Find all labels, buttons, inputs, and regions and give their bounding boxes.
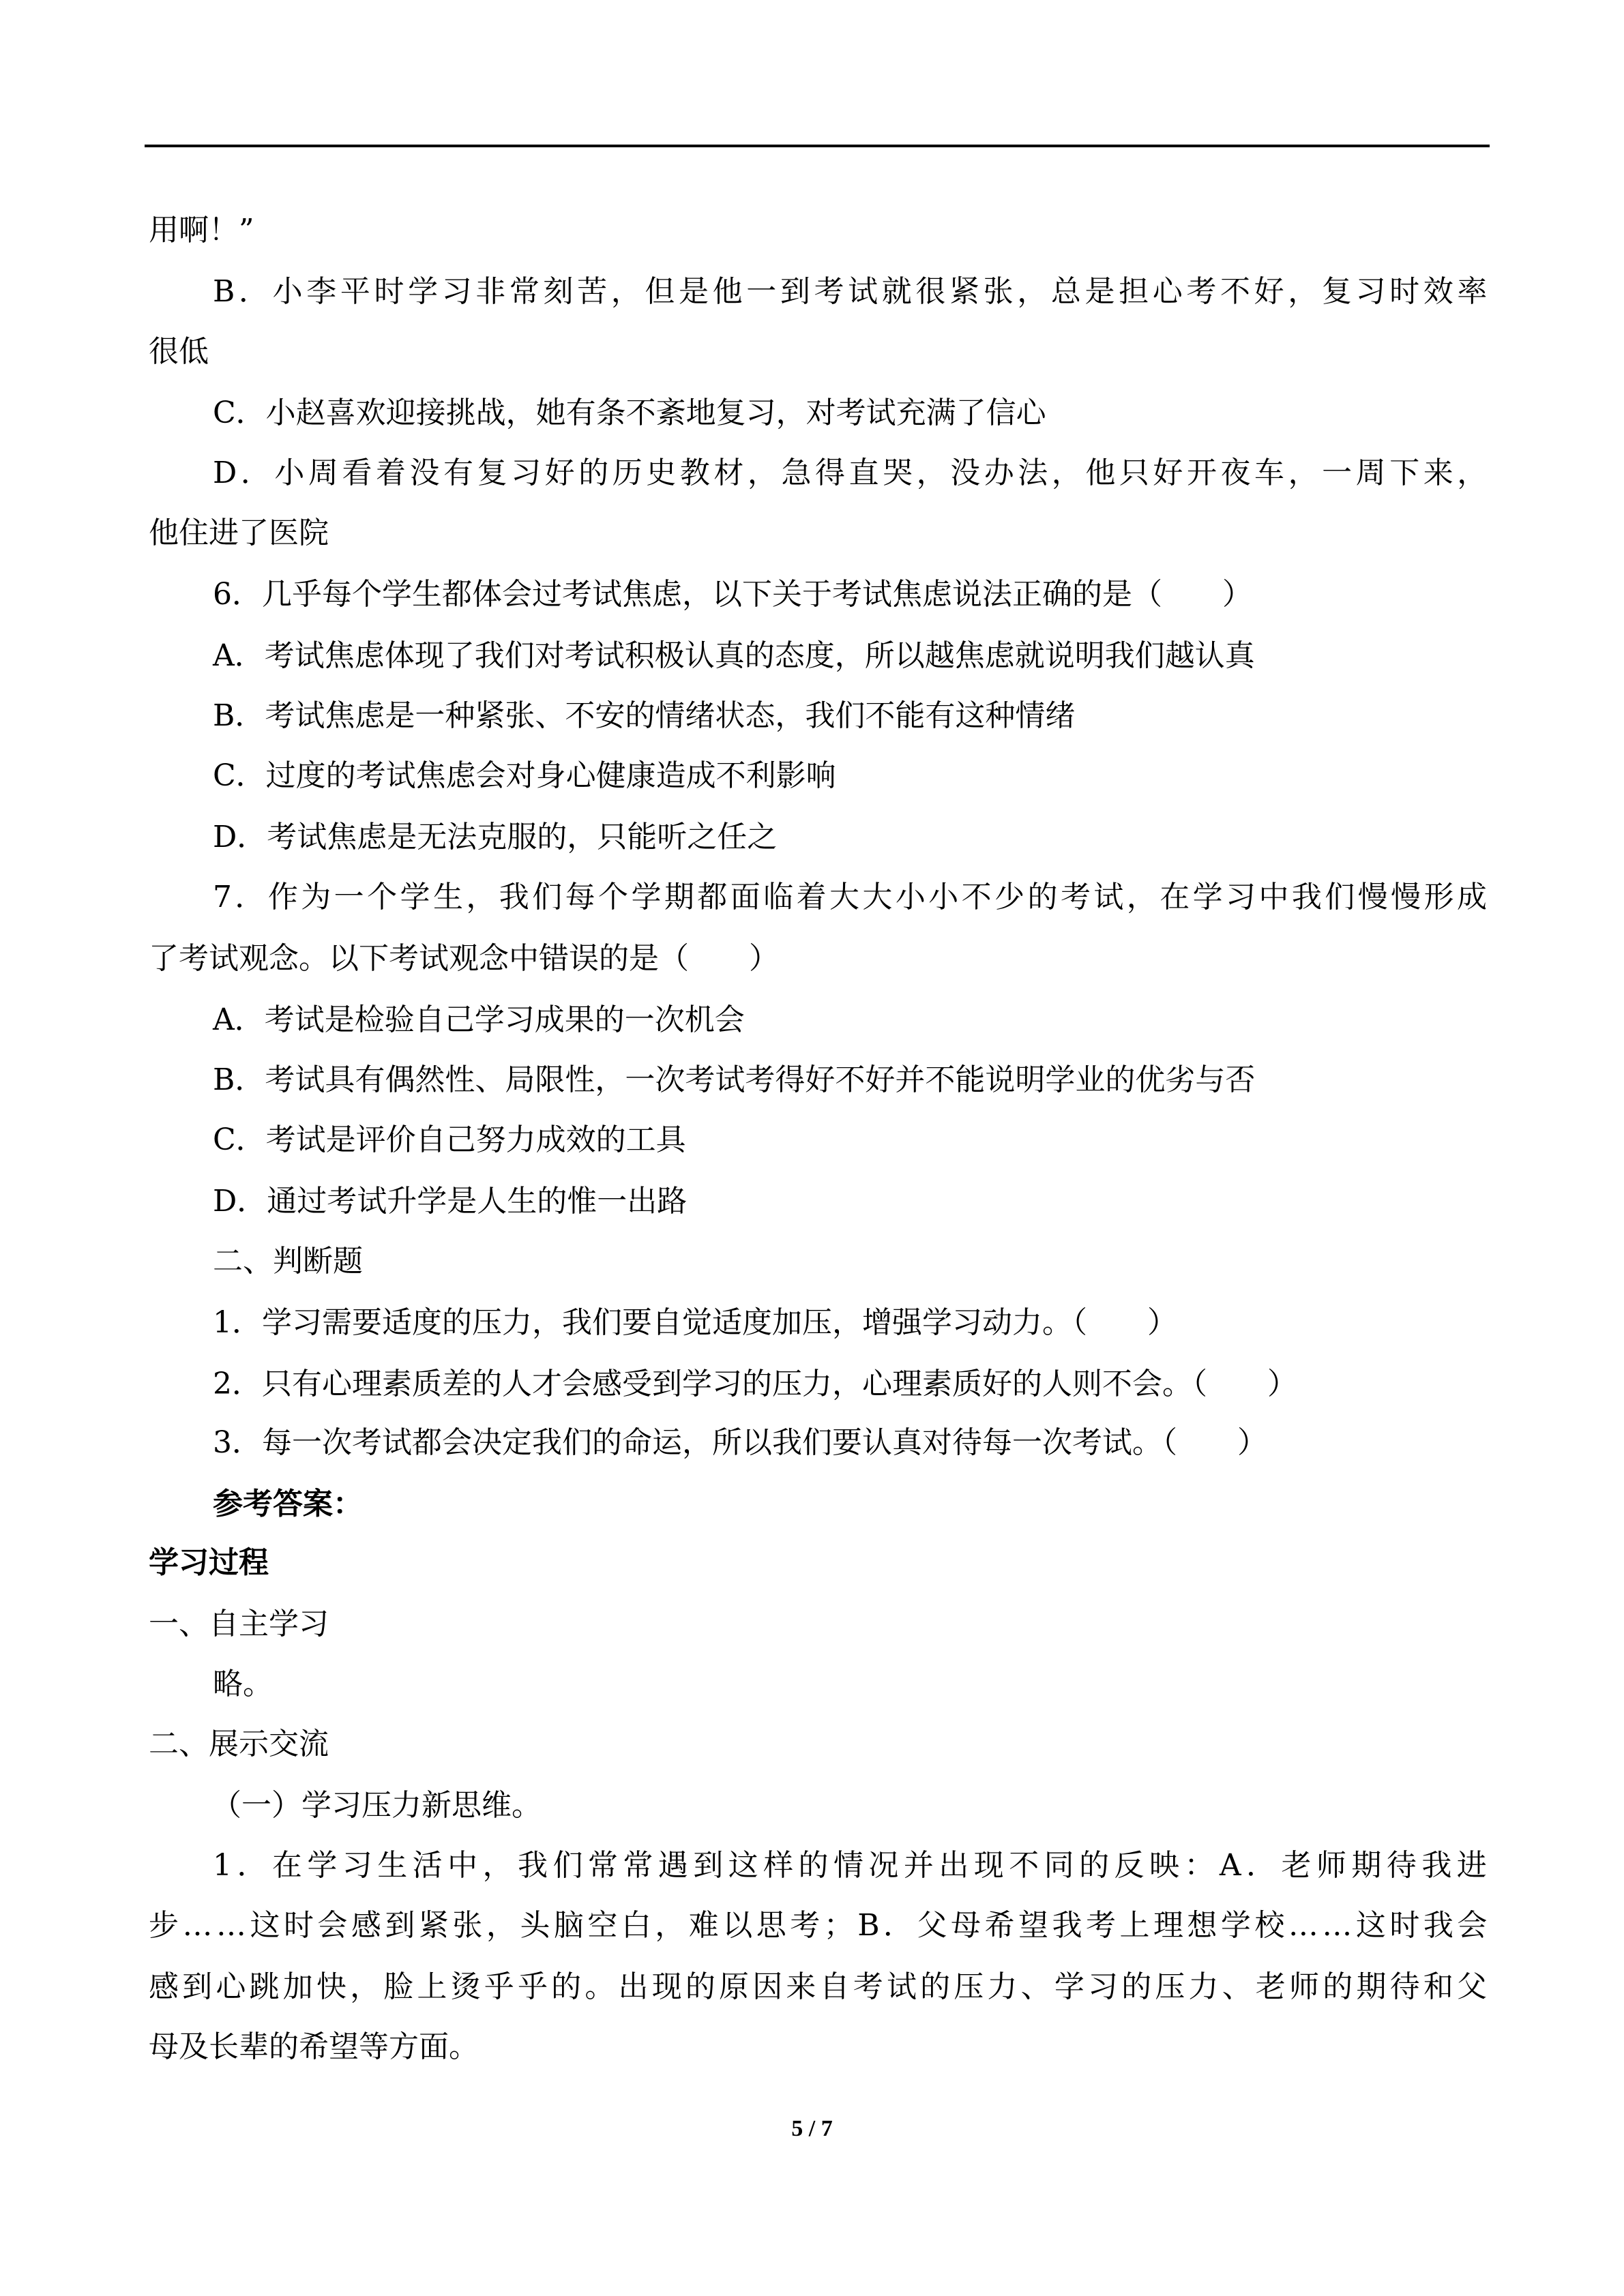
text-line: 一、自主学习 xyxy=(149,1607,329,1641)
text-line: B．考试焦虑是一种紧张、不安的情绪状态，我们不能有这种情绪 xyxy=(213,698,1076,733)
text-line: 步……这时会感到紧张，头脑空白，难以思考；B．父母希望我考上理想学校……这时我会 xyxy=(149,1908,1491,1943)
text-line: C．过度的考试焦虑会对身心健康造成不利影响 xyxy=(213,758,836,793)
text-line: 二、展示交流 xyxy=(149,1727,329,1761)
text-line: 母及长辈的希望等方面。 xyxy=(149,2029,479,2064)
text-line: 2．只有心理素质差的人才会感受到学习的压力，心理素质好的人则不会。（ ） xyxy=(213,1367,1297,1401)
text-line: D．通过考试升学是人生的惟一出路 xyxy=(213,1184,688,1219)
text-line: C．小赵喜欢迎接挑战，她有条不紊地复习，对考试充满了信心 xyxy=(213,396,1046,430)
text-line: 3．每一次考试都会决定我们的命运，所以我们要认真对待每一次考试。（ ） xyxy=(213,1425,1267,1460)
text-line: 1．在学习生活中，我们常常遇到这样的情况并出现不同的反映：A．老师期待我进 xyxy=(213,1848,1492,1883)
text-line: 学习过程 xyxy=(149,1545,269,1580)
text-line: D．考试焦虑是无法克服的，只能听之任之 xyxy=(213,820,778,854)
text-line: 很低 xyxy=(149,334,209,369)
page-number: 5 / 7 xyxy=(791,2116,833,2141)
text-line: 参考答案： xyxy=(213,1487,363,1521)
text-line: 他住进了医院 xyxy=(149,516,329,550)
text-line: B．小李平时学习非常刻苦，但是他一到考试就很紧张，总是担心考不好，复习时效率 xyxy=(213,274,1491,309)
text-line: D．小周看着没有复习好的历史教材，急得直哭，没办法，他只好开夜车，一周下来， xyxy=(213,456,1491,490)
text-line: 1．学习需要适度的压力，我们要自觉适度加压，增强学习动力。（ ） xyxy=(213,1305,1177,1340)
text-line: 感到心跳加快，脸上烫乎乎的。出现的原因来自考试的压力、学习的压力、老师的期待和父 xyxy=(149,1969,1491,2004)
text-line: B．考试具有偶然性、局限性，一次考试考得好不好并不能说明学业的优劣与否 xyxy=(213,1062,1256,1097)
text-line: C．考试是评价自己努力成效的工具 xyxy=(213,1122,686,1157)
text-line: 用啊！” xyxy=(149,213,254,248)
text-line: 略。 xyxy=(213,1667,273,1701)
text-line: 二、判断题 xyxy=(213,1244,363,1279)
text-line: （一）学习压力新思维。 xyxy=(211,1788,542,1823)
text-line: 6．几乎每个学生都体会过考试焦虑，以下关于考试焦虑说法正确的是（ ） xyxy=(213,577,1252,612)
text-line: A．考试焦虑体现了我们对考试积极认真的态度，所以越焦虑就说明我们越认真 xyxy=(213,638,1255,673)
text-line: A．考试是检验自己学习成果的一次机会 xyxy=(213,1002,745,1037)
text-line: 了考试观念。以下考试观念中错误的是（ ） xyxy=(149,941,779,976)
text-line: 7．作为一个学生，我们每个学期都面临着大大小小不少的考试，在学习中我们慢慢形成 xyxy=(213,880,1490,914)
